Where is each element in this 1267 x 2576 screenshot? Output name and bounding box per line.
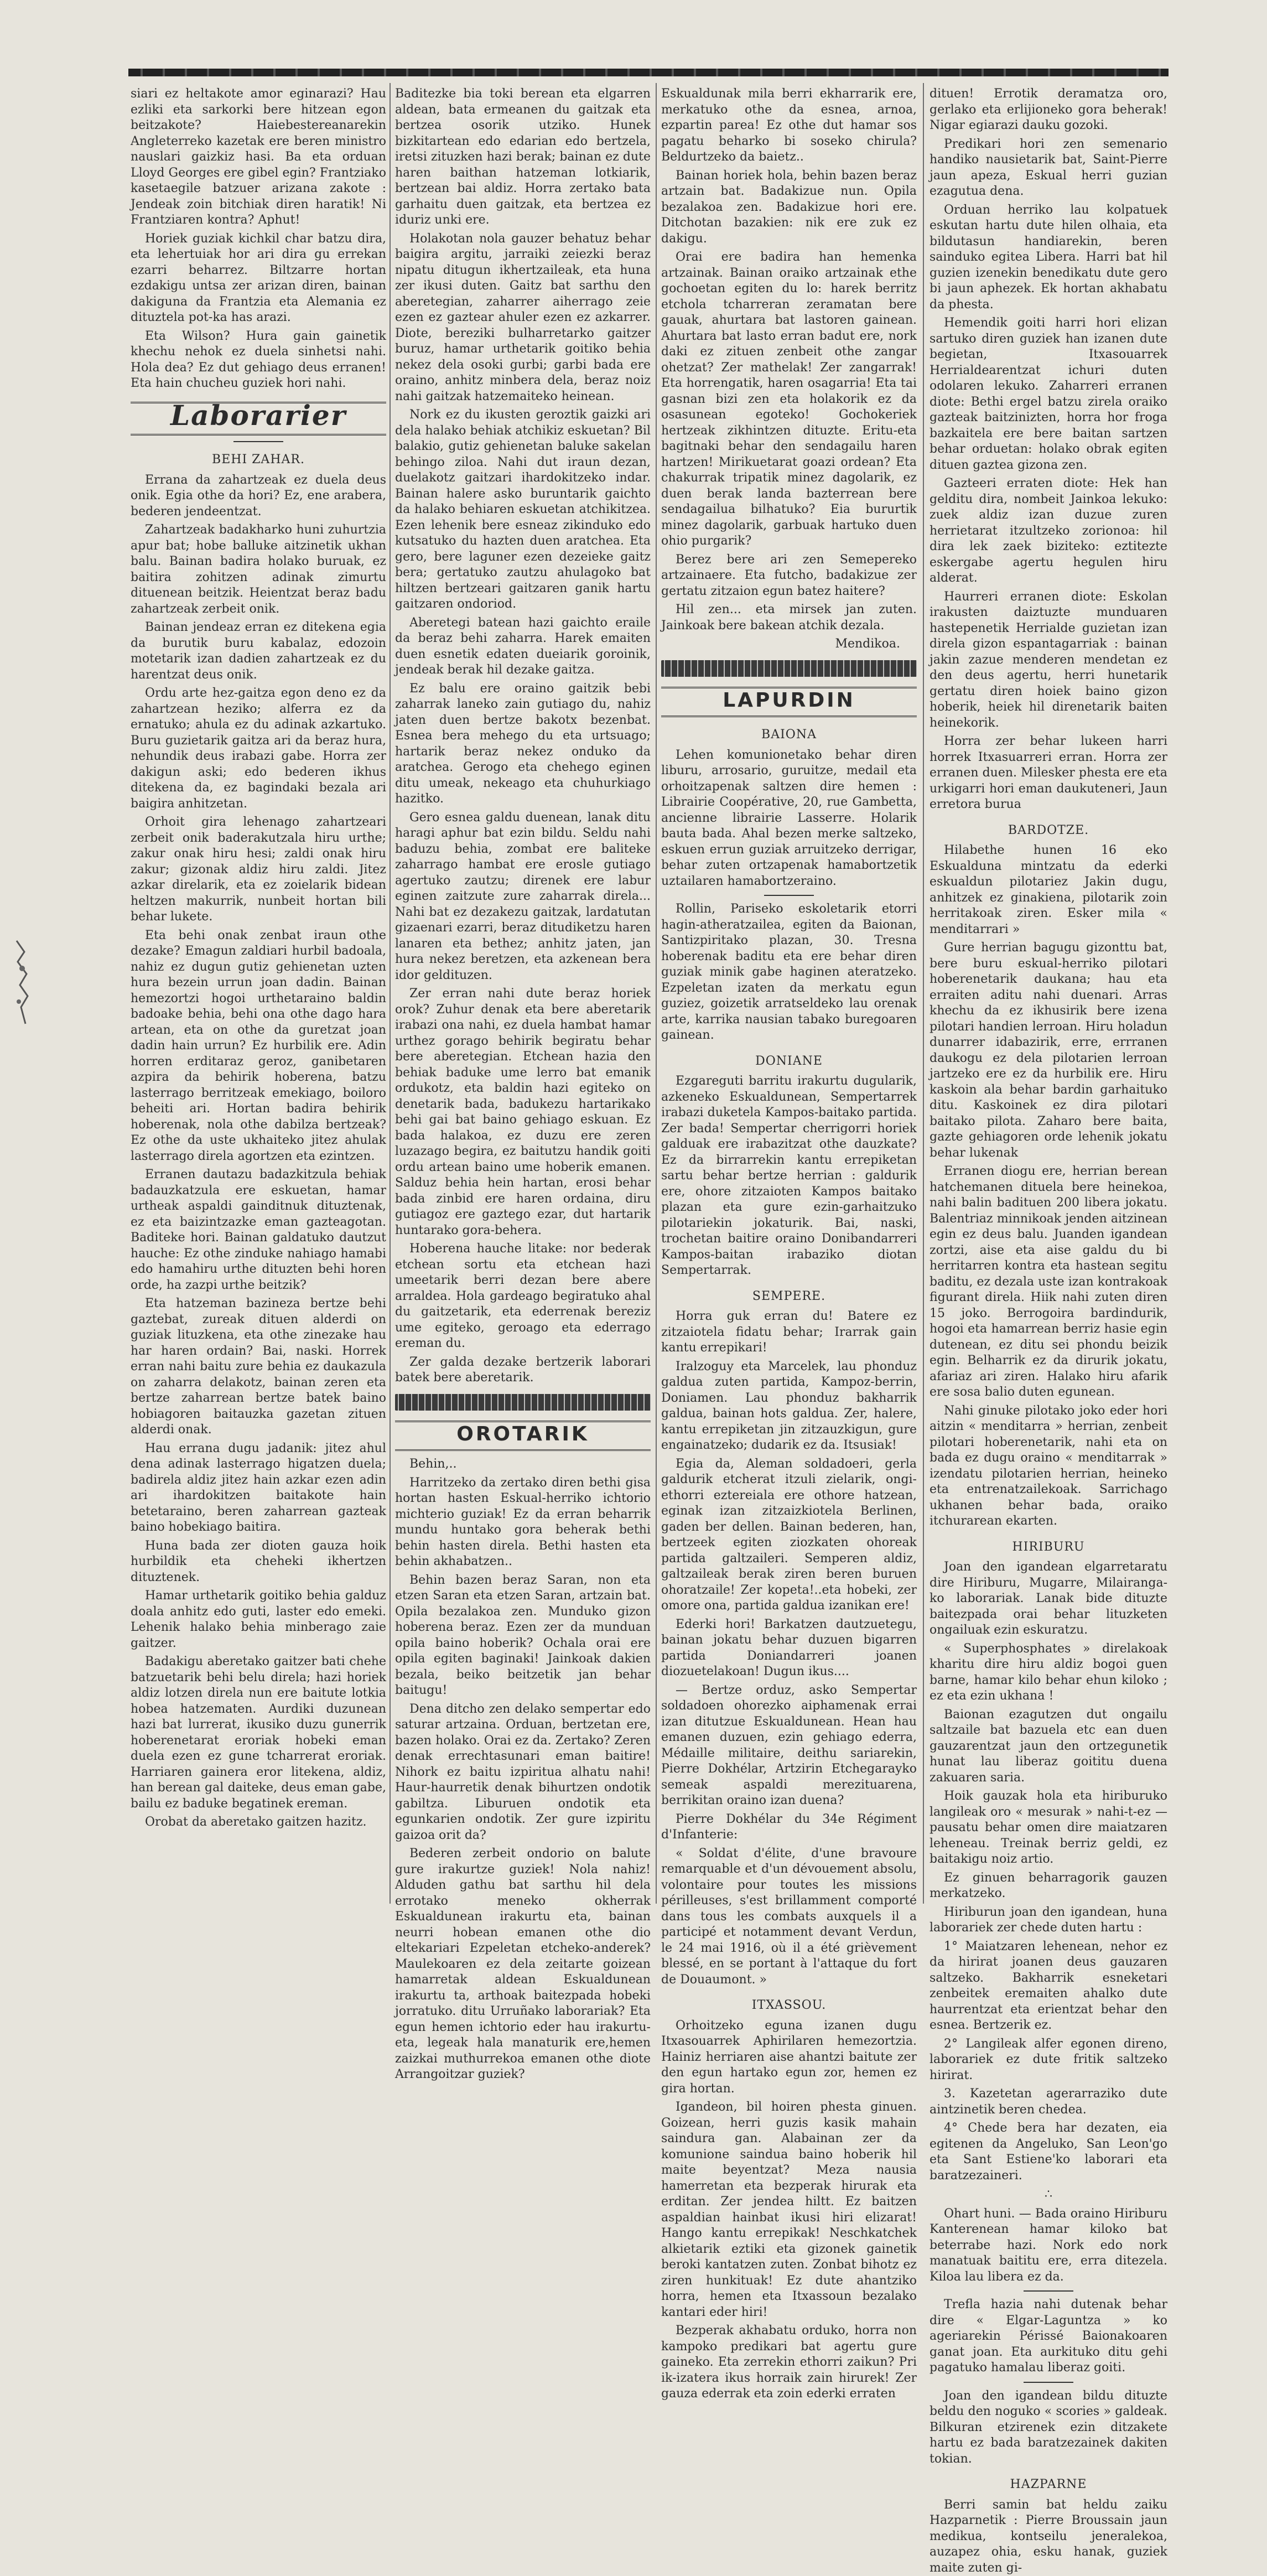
- paragraph: Ordu arte hez-gaitza egon deno ez da zahartzean heziko; alferra ez da ernatuko; ahula ez du adinak azkartuko. Buru guzietarik gaitza ari da beraz hura, nehundik deus irabazi gabe. Horra zer dakigun aski; edo bederen ikhus ditekena da, ez bagindaki bezala ari baigira anhitzetan.: [131, 686, 386, 812]
- paragraph: Bezperak akhabatu orduko, horra non kampoko predikari bat agertu gure gaineko. Eta zerrekin ethorri zaikun? Pri ik-izatera ikus horraik zain hirurek! Zer gauza ederrak eta zoin ederki erraten: [661, 2323, 917, 2402]
- paragraph: Haurreri erranen diote: Eskolan irakusten daiztuzte munduaren hastepenetik Herrialde guzietan izan direla gizon espantagarriak : bainan jakin zazue menderen mendetan ez den deus agertu, herri hunetarik gertatu diren hoiek baino gizon hoberik, heiek hil direnetarik baiten heinekorik.: [930, 589, 1167, 732]
- paragraph: Eta hatzeman bazineza bertze behi gaztebat, zureak dituen alderdi on guziak lituzkena, eta othe zinezake hau har haren ordain? Bai, naski. Horrek erran nahi baitu zure behia ez daukazula on zaharra delakotz, bainan zeren eta bertze zaharrean bertze batek baino hobiagoren baitauzka gazetan zituen alderdi onak.: [131, 1296, 386, 1438]
- signature: Mendikoa.: [661, 636, 917, 652]
- paragraph: Hemendik goiti harri hori elizan sartuko diren guziek han izanen dute begietan, Itxasouarrek Herrialdearentzat ichuri duten odolaren lekuko. Zaharreri erranen diote: Bethi ergel batzu zirela oraiko gazteak baitzinizten, horra hor froga bazkaitela ere bere baitan sartzen behar orduetan: holako obrak egiten dituen gaztea gizona zen.: [930, 315, 1167, 473]
- paragraph: Behin bazen beraz Saran, non eta etzen Saran eta etzen Saran, artzain bat. Opila bezalakoa zen. Munduko gizon hoberena beraz. Ezen zer da munduan opila baino hoberik? Ochala orai ere opila egiten baginaki! Jainkoak dakien bezala, beiko beitzetik jan behar baitugu!: [395, 1573, 651, 1699]
- paragraph: « Superphosphates » direlakoak kharitu dire hiru aldiz bogoi guen barne, hamar kilo behar ehun kiloko ; ez eta ezin ukhana !: [930, 1641, 1167, 1704]
- paragraph: Iralzoguy eta Marcelek, lau phonduz galdua zuten partida, Kampoz-berrin, Doniamen. Lau phonduz bakharrik galdua, bainan hots galdua. Zer, halere, kantu errepiketan jin zitzauzkigun, gure engainatzeko; dudarik ez da. Itsusiak!: [661, 1359, 917, 1454]
- paragraph: Ez balu ere oraino gaitzik bebi zaharrak laneko zain gutiago du, nahiz jaten duen bertze bakotx bezenbat. Esnea bera mehego du eta urtsuago; hartarik beraz nekez onduko da aratchea. Gerogo eta chehego eginen ditu umeak, nekeago eta chuhurkiago hazitko.: [395, 681, 651, 807]
- paragraph: Errana da zahartzeak ez duela deus onik. Egia othe da hori? Ez, ene arabera, bederen jendeentzat.: [131, 473, 386, 520]
- paragraph: Aberetegi batean hazi gaichto eraile da beraz behi zaharra. Harek emaiten duen esnetik edaten dueiarik goroinik, jendeak berak hil dezake gaitza.: [395, 615, 651, 678]
- section-title: LAPURDIN: [723, 689, 855, 712]
- paragraph: Orobat da aberetako gaitzen hazitz.: [131, 1815, 386, 1831]
- paragraph: Bainan jendeaz erran ez ditekena egia da burutik buru kabalaz, edozoin motetarik izan dadien zahartzeak ez du harentzat deus onik.: [131, 620, 386, 683]
- article-title: ITXASSOU.: [661, 1998, 917, 2014]
- section-title: Laborarier: [170, 399, 346, 432]
- paragraph: Gero esnea galdu duenean, lanak ditu haragi aphur bat ezin bildu. Seldu nahi baduzu behia, zombat ere baliteke zaharrago hambat ere erosle gutiago agertuko zautzu; direnek ere labur eginen zaitzute zure zaharrak direla... Nahi bat ez dezakezu gaitzak, lardatutan gizaenari ezarri, beraz ditudiketzu haren lanaren eta bethez; anhitz jaten, jan hura nekez beretzen, eta azkenean bera idor geldituzen.: [395, 810, 651, 984]
- paragraph: Gazteeri erraten diote: Hek han gelditu dira, nombeit Jainkoa lekuko: zuek aldiz izan duzue zuren herrietarat itzultzeko zorionoa: hil dira lek zaek biziteko: eztitezte eskergabe agertu hegulen hiru alderat.: [930, 476, 1167, 587]
- paragraph: Hamar urthetarik goitiko behia galduz doala anhitz edo guti, laster edo emeki. Lehenik halako behia minberago zaie gaitzer.: [131, 1588, 386, 1651]
- article-title: HIRIBURU: [930, 1540, 1167, 1556]
- ink-stain-mark: [6, 935, 39, 1029]
- paragraph: Ohart huni. — Bada oraino Hiriburu Kanterenean hamar kiloko bat beterrabe hazi. Nork edo nork manatuak baititu ere, erra ditezela. Kiloa lau libera ez da.: [930, 2206, 1167, 2285]
- paragraph: Berri samin bat heldu zaiku Hazparnetik : Pierre Broussain jaun medikua, kontseilu jeneralekoa, auzapez ohia, esku hanak, guziek maite zuten gi-: [930, 2497, 1167, 2576]
- article-title: HAZPARNE: [930, 2477, 1167, 2493]
- paragraph: 3. Kazetetan agerarraziko dute aintzinetik beren chedea.: [930, 2086, 1167, 2118]
- paragraph: Behin,..: [395, 1457, 651, 1473]
- column-1: [131, 86, 386, 1912]
- paragraph: Zer galda dezake bertzerik laborari batek bere aberetarik.: [395, 1355, 651, 1386]
- paragraph: « Soldat d'élite, d'une bravoure remarquable et d'un dévouement absolu, volontaire pour toutes les missions périlleuses, s'est brillamment comporté dans tous les combats auxquels il a participé et notamment devant Verdun, le 24 mai 1916, où il a été grièvement blessé, en se portant à l'attaque du fort de Douaumont. »: [661, 1846, 917, 1988]
- paragraph: Horra guk erran du! Batere ez zitzaiotela fidatu behar; Irarrak gain kantu errepikari!: [661, 1309, 917, 1356]
- paragraph: Eta Wilson? Hura gain gainetik khechu nehok ez duela sinhetsi nahi. Hola dea? Ez dut gehiago deus erranen! Eta hain chucheu guziek hori nahi.: [131, 329, 386, 392]
- paragraph: Hoberena hauche litake: nor bederak etchean sortu eta etchean hazi umeetarik berri dezan bere abere arraldea. Hola gardeago begiratuko ahal du gaitzetarik, eta ederrenak bereziz ume egiteko, geroago eta ederrago ereman du.: [395, 1241, 651, 1352]
- dinkus-separator: ∴: [930, 2187, 1167, 2203]
- column-divider: [390, 83, 391, 1904]
- separator: [764, 895, 814, 896]
- paragraph: Orai ere badira han hemenka artzainak. Bainan oraiko artzainak ethe gochoetan egiten du lo: harek berritz etchola tcharreran zeramatan bere gauak, ahurtara bat lastoren gainean. Ahurtara bat lasto erran badut ere, nork daki ez zituen zenbeit othe zangar ohetzat? Zer mathelak! Zer zangarrak! Eta horrengatik, haren osagarria! Eta tai gasnan bizi zen eta holakorik ez da osasunean egoteko! Gochokeriek hertzeak zikhintzen dituzte. Eritu-eta bagitnaki behar den sendagailu haren hartzen! Mirikuetarat goazi ordean? Eta chakurrak tripatik minez dagolarik, ez duen berak landa bazterrean bere sendagailua bilhatuko? Eia bururtik minez dagolarik, garbuak hartuko duen ohio purgarik?: [661, 250, 917, 550]
- column-divider: [923, 83, 924, 1904]
- paragraph: Baditezke bia toki berean eta elgarren aldean, bata ermeanen du gaitzak eta bertzea osorik utziko. Hunek bizkitartean edo edarian edo bertzela, iretsi zituzken hazi berak; bainan ez dute haren baithan hatzeman lotkiarik, bertzean bai aldiz. Horra zertako bata garhaitu duen gaitzak, eta bertzea ez iduriz unki ere.: [395, 86, 651, 229]
- paragraph: Horiek guziak kichkil char batzu dira, eta lehertuiak hor ari dira gu errekan ezarri beharrez. Biltzarre hortan ezdakigu untsa zer arizan diren, bainan dakiguna da Frantzia eta Alemania ez dituztela pot-ka has arazi.: [131, 231, 386, 326]
- paragraph: Ezgareguti barritu irakurtu dugularik, azkeneko Eskualdunean, Sempertarrek irabazi duketela Kampos-baitako partida. Zer bada! Sempertar cherrigorri horiek galduak ere irabazitzat othe dauzkate? Ez da birrarrekin kantu errepiketan sartu behar bertze herrian : galdurik ere, ohore zitzaioten Kampos baitako plazan eta gure ezin-garhaitzuko pilotariekin jokaturik. Bai, naski, trochetan baitire oraino Donibandarreri Kampos-baitan irabaziko diotan Sempertarrak.: [661, 1074, 917, 1279]
- paragraph: Joan den igandean elgarretaratu dire Hiriburu, Mugarre, Milairanga-ko laborariak. Lanak bide dituzte baitezpada orai behar lituzketen ongailuak ezin eskuratzu.: [930, 1559, 1167, 1639]
- paragraph: Igandeon, bil hoiren phesta ginuen. Goizean, herri guzis kasik mahain saindura gan. Alabainan zer da komunione saindua baino hoberik hil maite beyentzat? Meza nausia hamerretan eta bezperak hirurak eta erditan. Zer jendea hiltt. Ez baitzen aspaldian hainbat ikusi hiri elizarat! Hango kantu errepikak! Neschkatchek alkietarik eztiki eta gizonek gainetik beroki kantatzen zuten. Zonbat bihotz ez ziren hunkituak! Ez dute ahantziko horra, hemen eta Itxassoun bezalako kantari eder hiri!: [661, 2100, 917, 2320]
- paragraph: Hilabethe hunen 16 eko Eskualduna mintzatu da ederki eskualdun pilotariez Jakin dugu, anhitzek ez ginakiena, pilotarik zoin herritakoak ziren. Esker mila « menditarrari »: [930, 843, 1167, 937]
- paragraph: Ez ginuen beharragorik gauzen merkatzeko.: [930, 1870, 1167, 1902]
- paragraph: Pierre Dokhélar du 34e Régiment d'Infanterie:: [661, 1812, 917, 1843]
- section-header-laborarier: [131, 402, 386, 436]
- separator: [1024, 2382, 1073, 2383]
- column-divider: [656, 83, 657, 1904]
- paragraph: Bederen zerbeit ondorio on balute gure irakurtze guziek! Nola nahiz! Alduden gathu bat sarthu hil dela errotako meneko okherrak Eskualdunean irakurtu eta, bainan neurri hobean emanen othe dio eltekariari Ezpeletan etcheko-anderek? Maulekoaren ez dela zeitarte goizean hamarretak aldean Eskualdunean irakurtu ta, arthoak baitezpada hobeki jorratuko. ditu Urruñako laborariak? Eta egun hemen ichtorio eder hau irakurtu-eta, legeak hala manaturik ere,hemen zaizkai muthurrekoa emanen othe diote Arrangoitzar guziek?: [395, 1846, 651, 2083]
- paragraph: Berez bere ari zen Semepereko artzainaere. Eta futcho, badakizue zer gertatu zitzaion egun batez haitere?: [661, 552, 917, 600]
- paragraph: Holakotan nola gauzer behatuz behar baigira argitu, jarraiki zeiezki beraz nipatu ditugun ikhertzaileak, eta huna zer ikusi duten. Gaitz bat sarthu den aberetegian, zaharrer aiherrago zeie ezen ez gaztear ahuler ezen ez azkarrer. Diote, bereziki bulharretarko gaitzer buruz, hamar urthetarik goitiko behia nekez dela osoki gurbi; garbi bada ere oraino, anhitz minbera dela, beraz noiz nahi gaitzak hatzemaiteko heinean.: [395, 231, 651, 405]
- paragraph: Orduan herriko lau kolpatuek eskutan hartu dute hilen olhaia, eta bildutasun handiarekin, beren sainduko egitea Libera. Harri bat hil guzien izenekin benedikatu dute gero bi jaun aphezek. Ek hortan akhabatu da phesta.: [930, 203, 1167, 313]
- paragraph: Harritzeko da zertako diren bethi gisa hortan hasten Eskual-herriko ichtorio michterio guziak! Ez da erran beharrik mundu huntako gora beherak bethi behin hasten direla. Bethi hasten eta behin akhabatzen..: [395, 1475, 651, 1570]
- paragraph: Hau errana dugu jadanik: jitez ahul dena adinak lasterrago higatzen duela; badirela aldiz jitez hain azkar ezen adin ari ihardokitzen baitakote hain betetaraino, beren zaharrean gazteak baino hobekiago baitira.: [131, 1441, 386, 1536]
- paragraph: Horra zer behar lukeen harri horrek Itxasuarreri erran. Horra zer erranen duen. Milesker phesta ere eta urkigarri hori eman daukuteneri, Jaun erretora burua: [930, 734, 1167, 813]
- paragraph: Erranen dautazu badazkitzula behiak badauzkatzula ere eskuetan, hamar urtheak aspaldi gainditnuk dituztenak, ez eta baizintzazke eman gazteagotan. Baditeke hori. Bainan galdatuko dautzut hauche: Ez othe zinduke nahiago hamabi edo hamahiru urthe dituzten behi horen orde, ha zazpi urthe beitzik?: [131, 1167, 386, 1293]
- paragraph: Joan den igandean bildu dituzte beldu den noguko « scories » galdeak. Bilkuran etzirenek ezin ditzakete hartu ez bada baratzezainek dakiten tokian.: [930, 2388, 1167, 2468]
- paragraph: Lehen komunionetako behar diren liburu, arrosario, guruitze, medail eta orhoitzapenak saltzen dire hemen : Librairie Coopérative, 20, rue Gambetta, ancienne librairie Lasserre. Holarik bauta bada. Ahal bezen merke saltzeko, eskuen errun guziak arruitzeko derrigar, behar zuten ortzapenak hamabortzetik uztailaren hamabortzeraino.: [661, 748, 917, 890]
- paragraph: Rollin, Pariseko eskoletarik etorri hagin-atheratzailea, egiten da Baionan, Santizpiritako plazan, 30. Tresna hoberenak baditu eta ere behar diren guziak minik gabe haginen ateratzeko. Ezpeletan izaten da merkatu egun guziez, goizetik arratseldeko lau orenak arte, karrika nausian tabako buregoaren gainean.: [661, 901, 917, 1044]
- article-title: BEHI ZAHAR.: [131, 452, 386, 468]
- paragraph: 4° Chede bera har dezaten, eia egitenen da Angeluko, San Leon'go eta Sant Estiene'ko laborari eta baratzezaineri.: [930, 2121, 1167, 2184]
- paragraph: Eskualdunak mila berri ekharrarik ere, merkatuko othe da esnea, arnoa, ezpartin parea! Ez othe dut hamar sos pagatu beharko bi soseko chirula? Beldurtzeko da baietz..: [661, 86, 917, 165]
- paragraph: Egia da, Aleman soldadoeri, gerla galdurik etcherat itzuli zielarik, ongi-ethorri eztereiala ere othore hatzean, eginak izan zitzaizkiotela Berlinen, gaden ber dellen. Bainan bederen, han, bertzeek egiten ziozkaten ohoreak partida galtzaileri. Semperen aldiz, galtzaileak berak ziren beren buruen ohoratzaile! Zer kopeta!..eta hobeki, zer omore ona, partida galdua izanikan ere!: [661, 1457, 917, 1614]
- paragraph: Huna bada zer dioten gauza hoik hurbildik eta cheheki ikhertzen dituztenek.: [131, 1538, 386, 1586]
- paragraph: Gure herrian bagugu gizonttu bat, bere buru eskual-herriko pilotari hoberenetarik daukana; hau eta erraiten aditu nahi duenari. Arras khechu da ez ikhusirik bere izena pilotari handien lerroan. Hiru holadun dunarrer idabazirik, erre, errranen daukogu ez dela pilotarien lerroan jartzeko ere ez da hurbilik ere. Hiru kaskoin ala behar bardin garhaituko ditu. Kaskoinek ez dira pilotari baitako pilota. Zaharo bere baita, gazte gehiagoren orde lehenik jokatu behar lukenak: [930, 940, 1167, 1161]
- column-3: [661, 86, 917, 1912]
- paragraph: Baionan ezagutzen dut ongailu saltzaile bat bazuela etc ean duen gauzarentzat jaun den ortzegunetik hunat lau liberaz goititu duena zakuaren saria.: [930, 1707, 1167, 1786]
- paragraph: 2° Langileak alfer egonen direno, laborariek ez dute fritik saltzeko hirirat.: [930, 2036, 1167, 2084]
- section-title: OROTARIK: [456, 1423, 589, 1445]
- column-2: [395, 86, 651, 1912]
- top-border-rule: [128, 69, 1169, 76]
- paragraph: Eta behi onak zenbat iraun othe dezake? Emagun zaldiari hurbil badoala, nahiz ez dugun gutiz gehienetan uzten hura bezein urrun joan dadin. Bainan hemezortzi hogoi urthetaraino baldin badoake behia, behi ona othe dago hara artean, eta on othe da guretzat joan dadin hain urrun? Ez hurbilik ere. Adin horren erditaraz geroz, ganibetaren azpira da behirik hoberena, batzu lasterrago berritzeak emekiago, boiloro beheiti ari. Hortan badira behirik hoberenak, nola othe dabilza bertzeak? Ez othe da uste ukhaiteko jitez ahulak lasterrago direla agortzen eta ezintzen.: [131, 928, 386, 1165]
- paragraph: — Bertze orduz, asko Sempertar soldadoen ohorezko aiphamenak errai izan ditutzue Eskualdunean. Hean hau emanen duzuen, ezin gehiago ederra, Médaille militaire, deithu sariarekin, Pierre Dokhélar, Artzirin Etchegarayko semeak aspaldi merezituarena, berrikitan oraino izan duena?: [661, 1683, 917, 1809]
- section-header-orotarik: [395, 1421, 651, 1452]
- paragraph: Orhoitzeko eguna izanen dugu Itxasouarrek Aphirilaren hemezortzia. Hainiz herriaren aise ahantzi baitute zer den egun hartako egun zor, hemen ez gira hortan.: [661, 2018, 917, 2097]
- paragraph: Zahartzeak badakharko huni zuhurtzia apur bat; hobe balluke aitzinetik ukhan balu. Bainan badira holako buruak, ez baitira zohitzen adinak zimurtu dituenean beitzik. Heientzat beraz badu zahartzeak zerbeit onik.: [131, 522, 386, 617]
- article-title: SEMPERE.: [661, 1289, 917, 1305]
- paragraph: dituen! Errotik deramatza oro, gerlako eta erlijioneko gora beherak! Nigar egiarazi dauku gozoki.: [930, 86, 1167, 134]
- paragraph: Trefla hazia nahi dutenak behar dire « Elgar-Laguntza » ko ageriarekin Périssé Baionakoaren ganat joan. Eta aurkituko ditu gehi pagatuko hamalau liberaz goiti.: [930, 2297, 1167, 2376]
- paragraph: Ederki hori! Barkatzen dautzuetegu, bainan jokatu behar duzuen bigarren partida Doniandarreri joanen diozuetelakoan! Dugun ikus....: [661, 1617, 917, 1680]
- section-header-lapurdin: [661, 687, 917, 718]
- paragraph: 1° Maiatzaren lehenean, nehor ez da hirirat joanen deus gauzaren saltzeko. Bakharrik esneketari zenbeitek eremaiten ahalko dute haurrentzat eta erientzat behar den esnea. Bertzerik ez.: [930, 1939, 1167, 2034]
- paragraph: Hil zen... eta mirsek jan zuten. Jainkoak bere bakean atchik dezala.: [661, 602, 917, 634]
- paragraph: Zer erran nahi dute beraz horiek orok? Zuhur denak eta bere aberetarik irabazi ona nahi, ez duela hambat hamar urthez gorago behirik begiratu behar bere aberetegian. Etchean hazia den behiak baduke ume lerro bat emanik ordukotz, eta baldin hazi egiteko on denetarik bada, badukezu hartarikako behi gai bat baino gehiago eskuan. Ez bada halakoa, ez duzu ere zeren luzazago begira, ez baitutzu handik goiti ordu artean baino ume hoberik emanen. Salduz behia hein hartan, erosi behar bada zinbid ere haren ordaina, diru gutiagoz ere gaztego ezar, dut hartarik huntarako gora-behera.: [395, 986, 651, 1238]
- paragraph: Nork ez du ikusten geroztik gaizki ari dela halako behiak atchikiz eskuetan? Bil balakio, gutiz gehienetan baluke sakelan behingo ziloa. Nahi dut iraun dezan, duelakotz gaitzari ihardokitzeko indar. Bainan halere asko buruntarik gaichto da halako behiaren eskuetan atchikitzea. Ezen lehenik bere esneaz zikinduko edo kutsatuko du hazten duen aratchea. Eta gero, bere laguner ezen dezeieke gaitz bera; gertatuko zautzu ahulagoko bat hiltzen bertzeari gaitzaren ganik hartu gaitzaren ondoriod.: [395, 407, 651, 613]
- paragraph: Bainan horiek hola, behin bazen beraz artzain bat. Badakizue nun. Opila bezalakoa zen. Badakizue hori ere. Ditchotan bazakien: nik ere zuk ez dakigu.: [661, 168, 917, 247]
- article-title: BAIONA: [661, 727, 917, 743]
- paragraph: Dena ditcho zen delako sempertar edo saturar artzaina. Orduan, bertzetan ere, bazen holako. Orai ez da. Zertako? Zeren denak errechtasunari eman baitire! Nihork ez baitu izpiritua alhatu nahi! Haur-haurretik denak bihurtzen ondotik gabiltza. Liburuen ondotik eta egunkarien ondotik. Zer gure izpiritu gaizoa orit da?: [395, 1702, 651, 1844]
- column-4: [930, 86, 1167, 1912]
- paragraph: Predikari hori zen semenario handiko nausietarik bat, Saint-Pierre jaun apeza, Eskual herri guzian ezagutua dena.: [930, 137, 1167, 200]
- article-title: DONIANE: [661, 1054, 917, 1070]
- separator: [1024, 2290, 1073, 2292]
- paragraph: Hoik gauzak hola eta hiriburuko langileak oro « mesurak » nahi-t-ez — pausatu behar omen dire maiatzaren leheneau. Treinak berriz geldi, ez baitakigu noiz artio.: [930, 1789, 1167, 1868]
- paragraph: siari ez heltakote amor eginarazi? Hau ezliki eta sarkorki bere hitzean egon beitzakote? Haiebestereanarekin Angleterreko kazetak ere beren ministro nauslari gaizkiz hasi. Ba eta orduan Lloyd Georges ere gibel egin? Frantziako kasetaegile batzuer arizana zakote : Jendeak zoin bitchiak diren haratik! Ni Frantziaren kontra? Aphut!: [131, 86, 386, 229]
- separator: [233, 441, 283, 442]
- decorative-bar: [395, 1394, 651, 1411]
- paragraph: Badakigu aberetako gaitzer bati chehe batzuetarik behi belu direla; hazi horiek aldiz lotzen direla nun ere baitute lotkia hobea hatzematen. Aurdiki duzunean hazi bat lurrerat, ikusiko duzu gunerrik hoberenetarat eroriak hobeki eman duela ezen ez gune tcharrerat eroriak. Harriaren gainera eror litekena, aldiz, han berean gal daiteke, deus eman gabe, bailu ez baduke begatinek ereman.: [131, 1654, 386, 1812]
- paragraph: Erranen diogu ere, herrian berean hatchemanen dituela bere heinekoa, nahi balin badituen 200 libera jokatu. Balentriaz minnikoak jenden aitzinean egin ez deus balu. Juanden igandean zortzi, aise eta aise galdu du bi herritarren kontra eta hastean segitu baditu, ez dezala uste izan kontrakoak figurant direla. Hiik nahi zuten diren 15 joko. Berrogoira bardindurik, hogoi eta hamarrean berriz hasie egin dutenean, ez ditu sei phondu beizik egin. Belharrik ez da dirurik jokatu, afariaz ari ziren. Halako hiru afarik ere sosa balio duten egunean.: [930, 1164, 1167, 1401]
- paragraph: Orhoit gira lehenago zahartzeari zerbeit onik baderakutzala hiru urthe; zakur onak hiru hesi; zaldi onak hiru zakur; gizonak aldiz hiru zaldi. Jitez azkar direlarik, eta ez zoielarik bidean heltzen makurrik, nunbeit hortan bili behar lukete.: [131, 815, 386, 925]
- paragraph: Nahi ginuke pilotako joko eder hori aitzin « menditarra » herrian, zenbeit pilotari hoberenetarik, nahi eta on bada ez dugu oraino « menditarrak » izendatu pilotarien herrian, heineko eta entrenatzailekoak. Sarrichago ukhanen behar bada, oraiko itchurarean ekarten.: [930, 1403, 1167, 1530]
- decorative-bar: [661, 660, 917, 677]
- paragraph: Hiriburun joan den igandean, huna laborariek zer chede duten hartu :: [930, 1905, 1167, 1936]
- article-title: BARDOTZE.: [930, 823, 1167, 839]
